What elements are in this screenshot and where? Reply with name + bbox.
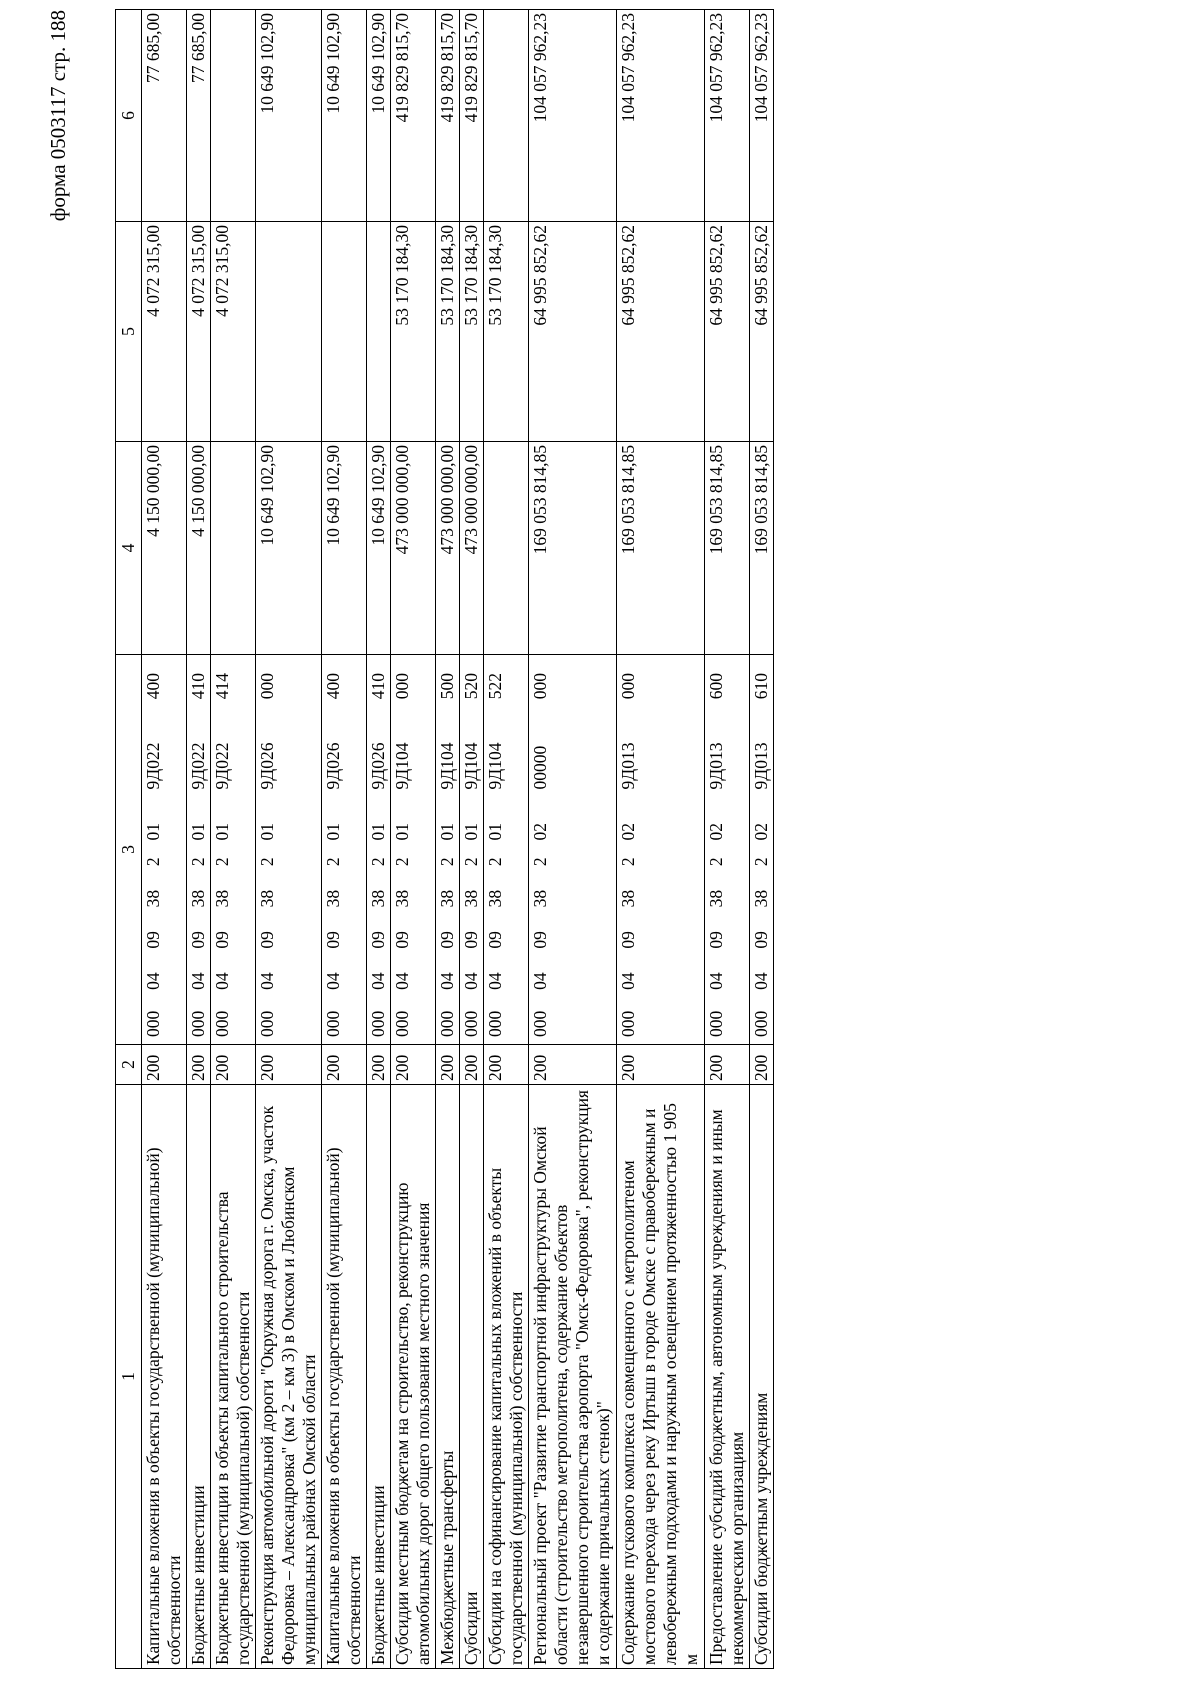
table-row <box>460 10 484 1669</box>
unexecuted-amount: 419 829 815,70 <box>436 10 460 222</box>
line-code: 200 <box>705 1045 750 1085</box>
row-description: Субсидии местным бюджетам на строительство, реконструкцию автомобильных дорог общего пользования местного значения <box>391 1085 436 1669</box>
executed-amount <box>367 222 391 442</box>
code-segment: 09 <box>437 931 457 949</box>
code-segment: 400 <box>323 672 343 700</box>
approved-amount: 473 000 000,00 <box>436 442 460 655</box>
table-row <box>187 10 211 1669</box>
code-segment: 38 <box>368 889 388 908</box>
table-row <box>391 10 436 1669</box>
row-description: Субсидии бюджетным учреждениям <box>750 1085 774 1669</box>
budget-classification-code <box>322 655 367 1045</box>
code-segment: 01 <box>323 823 343 841</box>
code-segment: 610 <box>751 672 771 700</box>
code-segment: 38 <box>530 889 550 908</box>
executed-amount: 64 995 852,62 <box>617 222 705 442</box>
code-segment: 400 <box>143 672 163 700</box>
code-segment: 000 <box>143 1010 163 1037</box>
code-segment: 38 <box>751 889 771 908</box>
row-description: Предоставление субсидий бюджетным, автономным учреждениям и иным некоммерческим организациям <box>705 1085 750 1669</box>
approved-amount: 473 000 000,00 <box>460 442 484 655</box>
executed-amount: 4 072 315,00 <box>142 222 187 442</box>
code-segment: 04 <box>392 972 412 990</box>
code-segment: 01 <box>461 823 481 841</box>
table-row <box>256 10 322 1669</box>
executed-amount: 64 995 852,62 <box>705 222 750 442</box>
code-segment: 9Д022 <box>188 742 208 790</box>
code-segment: 000 <box>392 672 412 700</box>
code-segment: 2 <box>188 857 208 867</box>
code-segment: 520 <box>461 672 481 700</box>
code-segment: 04 <box>323 972 343 990</box>
unexecuted-amount: 419 829 815,70 <box>391 10 436 222</box>
code-segment: 09 <box>392 931 412 949</box>
code-segment: 2 <box>461 857 481 867</box>
approved-amount: 4 150 000,00 <box>187 442 211 655</box>
code-segment: 9Д104 <box>461 742 481 790</box>
code-segment: 000 <box>618 1010 638 1037</box>
approved-amount: 10 649 102,90 <box>256 442 322 655</box>
code-segment: 000 <box>368 1010 388 1037</box>
table-row <box>322 10 367 1669</box>
code-segment: 2 <box>323 857 343 867</box>
executed-amount <box>322 222 367 442</box>
code-segment: 04 <box>257 972 277 990</box>
row-description: Региональный проект "Развитие транспортной инфраструктуры Омской области (строительство метрополитена, содержание объектов незавершенного строительства аэропорта "Омск-Федоровка", реконструкция и содержание причальных стенок)" <box>529 1085 617 1669</box>
code-segment: 38 <box>257 889 277 908</box>
unexecuted-amount: 10 649 102,90 <box>256 10 322 222</box>
code-segment: 38 <box>437 889 457 908</box>
code-segment: 000 <box>530 1010 550 1037</box>
row-description: Субсидии на софинансирование капитальных вложений в объекты государственной (муниципальной) собственности <box>484 1085 529 1669</box>
code-segment: 000 <box>392 1010 412 1037</box>
code-segment: 04 <box>188 972 208 990</box>
code-segment: 04 <box>437 972 457 990</box>
budget-classification-code <box>142 655 187 1045</box>
executed-amount: 53 170 184,30 <box>460 222 484 442</box>
line-code: 200 <box>750 1045 774 1085</box>
unexecuted-amount <box>211 10 256 222</box>
executed-amount: 53 170 184,30 <box>436 222 460 442</box>
code-segment: 01 <box>143 823 163 841</box>
budget-classification-code <box>484 655 529 1045</box>
code-segment: 09 <box>368 931 388 949</box>
code-segment: 00000 <box>530 745 550 790</box>
code-segment: 2 <box>485 857 505 867</box>
row-description: Бюджетные инвестиции в объекты капитального строительства государственной (муниципальной) собственности <box>211 1085 256 1669</box>
code-segment: 2 <box>212 857 232 867</box>
code-segment: 000 <box>485 1010 505 1037</box>
code-segment: 09 <box>618 931 638 949</box>
row-description: Бюджетные инвестиции <box>367 1085 391 1669</box>
code-segment: 01 <box>188 823 208 841</box>
code-segment: 600 <box>706 672 726 700</box>
code-segment: 000 <box>188 1010 208 1037</box>
budget-execution-table <box>115 9 774 1669</box>
approved-amount: 169 053 814,85 <box>529 442 617 655</box>
code-segment: 2 <box>437 857 457 867</box>
unexecuted-amount <box>484 10 529 222</box>
line-code: 200 <box>484 1045 529 1085</box>
code-segment: 410 <box>368 672 388 700</box>
code-segment: 38 <box>461 889 481 908</box>
code-segment: 9Д022 <box>212 742 232 790</box>
code-segment: 9Д013 <box>706 742 726 790</box>
code-segment: 9Д022 <box>143 742 163 790</box>
code-segment: 04 <box>461 972 481 990</box>
executed-amount: 4 072 315,00 <box>211 222 256 442</box>
code-segment: 09 <box>485 931 505 949</box>
budget-classification-code <box>256 655 322 1045</box>
code-segment: 2 <box>257 857 277 867</box>
code-segment: 9Д013 <box>618 742 638 790</box>
budget-classification-code <box>436 655 460 1045</box>
form-label: форма 0503117 стр. 188 <box>46 10 70 222</box>
code-segment: 410 <box>188 672 208 700</box>
row-description: Капитальные вложения в объекты государственной (муниципальной) собственности <box>142 1085 187 1669</box>
column-header: 3 <box>116 655 142 1045</box>
code-segment: 38 <box>188 889 208 908</box>
budget-classification-code <box>460 655 484 1045</box>
code-segment: 09 <box>530 931 550 949</box>
executed-amount: 53 170 184,30 <box>484 222 529 442</box>
table-row <box>436 10 460 1669</box>
line-code: 200 <box>256 1045 322 1085</box>
executed-amount: 4 072 315,00 <box>187 222 211 442</box>
code-segment: 02 <box>618 823 638 841</box>
budget-classification-code <box>529 655 617 1045</box>
budget-classification-code <box>211 655 256 1045</box>
executed-amount: 64 995 852,62 <box>750 222 774 442</box>
row-description: Субсидии <box>460 1085 484 1669</box>
approved-amount <box>484 442 529 655</box>
row-description: Капитальные вложения в объекты государственной (муниципальной) собственности <box>322 1085 367 1669</box>
budget-classification-code <box>367 655 391 1045</box>
code-segment: 02 <box>530 823 550 841</box>
code-segment: 2 <box>751 857 771 867</box>
column-header: 5 <box>116 222 142 442</box>
unexecuted-amount: 77 685,00 <box>187 10 211 222</box>
row-description: Реконструкция автомобильной дороги "Окружная дорога г. Омска, участок Федоровка – Александровка" (км 2 – км 3) в Омском и Любинском муниципальных районах Омской области <box>256 1085 322 1669</box>
budget-classification-code <box>391 655 436 1045</box>
code-segment: 522 <box>485 672 505 700</box>
budget-classification-code <box>187 655 211 1045</box>
code-segment: 09 <box>143 931 163 949</box>
code-segment: 09 <box>212 931 232 949</box>
executed-amount: 64 995 852,62 <box>529 222 617 442</box>
table-row <box>750 10 774 1669</box>
budget-classification-code <box>705 655 750 1045</box>
code-segment: 2 <box>530 857 550 867</box>
code-segment: 38 <box>618 889 638 908</box>
code-segment: 09 <box>323 931 343 949</box>
code-segment: 09 <box>461 931 481 949</box>
line-code: 200 <box>367 1045 391 1085</box>
code-segment: 38 <box>485 889 505 908</box>
approved-amount: 169 053 814,85 <box>705 442 750 655</box>
budget-classification-code <box>750 655 774 1045</box>
unexecuted-amount: 104 057 962,23 <box>750 10 774 222</box>
code-segment: 500 <box>437 672 457 700</box>
unexecuted-amount: 104 057 962,23 <box>705 10 750 222</box>
unexecuted-amount: 10 649 102,90 <box>322 10 367 222</box>
code-segment: 9Д104 <box>392 742 412 790</box>
line-code: 200 <box>436 1045 460 1085</box>
unexecuted-amount: 104 057 962,23 <box>617 10 705 222</box>
code-segment: 000 <box>618 672 638 700</box>
code-segment: 38 <box>392 889 412 908</box>
unexecuted-amount: 419 829 815,70 <box>460 10 484 222</box>
column-header: 4 <box>116 442 142 655</box>
code-segment: 2 <box>143 857 163 867</box>
code-segment: 000 <box>437 1010 457 1037</box>
code-segment: 01 <box>392 823 412 841</box>
code-segment: 2 <box>368 857 388 867</box>
table-row <box>142 10 187 1669</box>
code-segment: 04 <box>368 972 388 990</box>
approved-amount: 4 150 000,00 <box>142 442 187 655</box>
code-segment: 9Д013 <box>751 742 771 790</box>
code-segment: 01 <box>485 823 505 841</box>
row-description: Бюджетные инвестиции <box>187 1085 211 1669</box>
code-segment: 2 <box>392 857 412 867</box>
unexecuted-amount: 104 057 962,23 <box>529 10 617 222</box>
header-row <box>116 10 142 1669</box>
code-segment: 01 <box>212 823 232 841</box>
code-segment: 09 <box>257 931 277 949</box>
unexecuted-amount: 77 685,00 <box>142 10 187 222</box>
code-segment: 38 <box>706 889 726 908</box>
code-segment: 9Д026 <box>257 742 277 790</box>
code-segment: 000 <box>212 1010 232 1037</box>
code-segment: 2 <box>706 857 726 867</box>
code-segment: 09 <box>188 931 208 949</box>
code-segment: 04 <box>706 972 726 990</box>
code-segment: 38 <box>323 889 343 908</box>
column-header: 1 <box>116 1085 142 1669</box>
line-code: 200 <box>617 1045 705 1085</box>
approved-amount: 169 053 814,85 <box>617 442 705 655</box>
executed-amount: 53 170 184,30 <box>391 222 436 442</box>
code-segment: 000 <box>257 1010 277 1037</box>
code-segment: 01 <box>368 823 388 841</box>
code-segment: 000 <box>751 1010 771 1037</box>
unexecuted-amount: 10 649 102,90 <box>367 10 391 222</box>
code-segment: 01 <box>437 823 457 841</box>
table-row <box>367 10 391 1669</box>
budget-classification-code <box>617 655 705 1045</box>
code-segment: 02 <box>706 823 726 841</box>
executed-amount <box>256 222 322 442</box>
table-row <box>705 10 750 1669</box>
code-segment: 38 <box>212 889 232 908</box>
approved-amount <box>211 442 256 655</box>
code-segment: 000 <box>257 672 277 700</box>
code-segment: 9Д026 <box>323 742 343 790</box>
column-header: 6 <box>116 10 142 222</box>
line-code: 200 <box>529 1045 617 1085</box>
line-code: 200 <box>187 1045 211 1085</box>
line-code: 200 <box>391 1045 436 1085</box>
code-segment: 04 <box>212 972 232 990</box>
code-segment: 9Д104 <box>485 742 505 790</box>
code-segment: 04 <box>485 972 505 990</box>
code-segment: 9Д104 <box>437 742 457 790</box>
approved-amount: 10 649 102,90 <box>322 442 367 655</box>
code-segment: 000 <box>461 1010 481 1037</box>
code-segment: 04 <box>530 972 550 990</box>
code-segment: 000 <box>530 672 550 700</box>
line-code: 200 <box>322 1045 367 1085</box>
table-row <box>211 10 256 1669</box>
code-segment: 000 <box>323 1010 343 1037</box>
table-row <box>617 10 705 1669</box>
column-header: 2 <box>116 1045 142 1085</box>
table-row <box>529 10 617 1669</box>
code-segment: 04 <box>618 972 638 990</box>
code-segment: 38 <box>143 889 163 908</box>
code-segment: 04 <box>143 972 163 990</box>
code-segment: 01 <box>257 823 277 841</box>
approved-amount: 169 053 814,85 <box>750 442 774 655</box>
code-segment: 04 <box>751 972 771 990</box>
approved-amount: 473 000 000,00 <box>391 442 436 655</box>
code-segment: 09 <box>706 931 726 949</box>
code-segment: 9Д026 <box>368 742 388 790</box>
row-description: Межбюджетные трансферты <box>436 1085 460 1669</box>
code-segment: 02 <box>751 823 771 841</box>
code-segment: 000 <box>706 1010 726 1037</box>
row-description: Содержание пускового комплекса совмещенного с метрополитеном мостового перехода через реку Иртыш в городе Омске с правобережным и левобережным подходами и наружным освещением протяженностью 1 905 м <box>617 1085 705 1669</box>
table-row <box>484 10 529 1669</box>
approved-amount: 10 649 102,90 <box>367 442 391 655</box>
line-code: 200 <box>211 1045 256 1085</box>
line-code: 200 <box>460 1045 484 1085</box>
code-segment: 2 <box>618 857 638 867</box>
code-segment: 414 <box>212 672 232 700</box>
code-segment: 09 <box>751 931 771 949</box>
line-code: 200 <box>142 1045 187 1085</box>
